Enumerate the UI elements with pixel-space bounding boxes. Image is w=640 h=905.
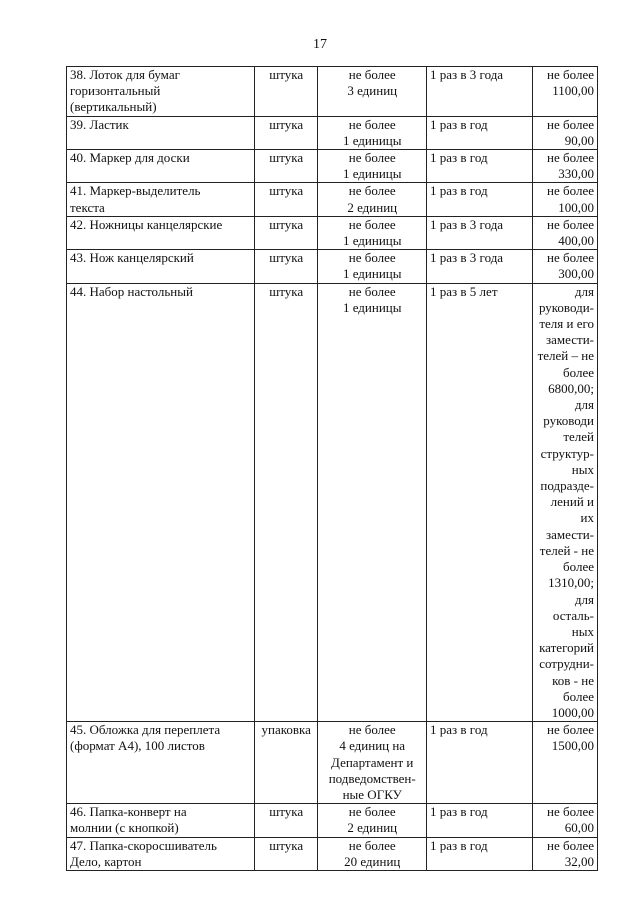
table-row (67, 722, 598, 804)
item-name: 40. Маркер для доски (67, 150, 255, 183)
item-price: не более 60,00 (532, 804, 597, 837)
item-price: не более 1100,00 (532, 67, 597, 117)
item-quantity: не более 4 единиц на Департамент и подведомствен- ные ОГКУ (318, 722, 427, 804)
item-name: 46. Папка-конверт на молнии (с кнопкой) (67, 804, 255, 837)
item-unit: штука (255, 804, 318, 837)
table-row (67, 837, 598, 870)
item-quantity: не более 1 единицы (318, 150, 427, 183)
item-frequency: 1 раз в 5 лет (427, 283, 533, 721)
item-quantity: не более 20 единиц (318, 837, 427, 870)
item-unit: упаковка (255, 722, 318, 804)
item-frequency: 1 раз в 3 года (427, 67, 533, 117)
item-name: 39. Ластик (67, 116, 255, 149)
table-row (67, 116, 598, 149)
item-frequency: 1 раз в год (427, 183, 533, 216)
item-price: не более 90,00 (532, 116, 597, 149)
item-quantity: не более 1 единицы (318, 283, 427, 721)
item-name: 45. Обложка для переплета (формат А4), 100 листов (67, 722, 255, 804)
item-frequency: 1 раз в год (427, 116, 533, 149)
item-frequency: 1 раз в 3 года (427, 250, 533, 283)
table-row (67, 216, 598, 249)
item-frequency: 1 раз в год (427, 804, 533, 837)
item-unit: штука (255, 837, 318, 870)
item-unit: штука (255, 216, 318, 249)
item-quantity: не более 1 единицы (318, 116, 427, 149)
item-quantity: не более 1 единицы (318, 216, 427, 249)
item-price: не более 330,00 (532, 150, 597, 183)
item-quantity: не более 3 единиц (318, 67, 427, 117)
item-frequency: 1 раз в год (427, 837, 533, 870)
page-number: 17 (313, 37, 327, 52)
item-name: 41. Маркер-выделитель текста (67, 183, 255, 216)
item-unit: штука (255, 250, 318, 283)
table-row (67, 804, 598, 837)
item-name: 42. Ножницы канцелярские (67, 216, 255, 249)
table-row (67, 250, 598, 283)
item-name: 47. Папка-скоросшиватель Дело, картон (67, 837, 255, 870)
item-name: 43. Нож канцелярский (67, 250, 255, 283)
item-unit: штука (255, 283, 318, 721)
item-price: не более 1500,00 (532, 722, 597, 804)
item-frequency: 1 раз в 3 года (427, 216, 533, 249)
item-price: для руководи- теля и его замести- телей – не более 6800,00; для руководи телей структур- ных подразде- лений и их замести- телей - не более 1310,00; для осталь- ных категорий сотрудни- ков - не более 1000,00 (532, 283, 597, 721)
item-quantity: не более 1 единицы (318, 250, 427, 283)
item-quantity: не более 2 единиц (318, 804, 427, 837)
table-row (67, 183, 598, 216)
item-name: 38. Лоток для бумаг горизонтальный (вертикальный) (67, 67, 255, 117)
item-frequency: 1 раз в год (427, 722, 533, 804)
item-price: не более 300,00 (532, 250, 597, 283)
item-price: не более 32,00 (532, 837, 597, 870)
table-row (67, 283, 598, 721)
item-unit: штука (255, 183, 318, 216)
item-unit: штука (255, 116, 318, 149)
item-price: не более 100,00 (532, 183, 597, 216)
supplies-table (66, 66, 598, 871)
item-quantity: не более 2 единиц (318, 183, 427, 216)
table-row (67, 150, 598, 183)
item-unit: штука (255, 150, 318, 183)
item-frequency: 1 раз в год (427, 150, 533, 183)
table-row (67, 67, 598, 117)
item-unit: штука (255, 67, 318, 117)
item-name: 44. Набор настольный (67, 283, 255, 721)
item-price: не более 400,00 (532, 216, 597, 249)
